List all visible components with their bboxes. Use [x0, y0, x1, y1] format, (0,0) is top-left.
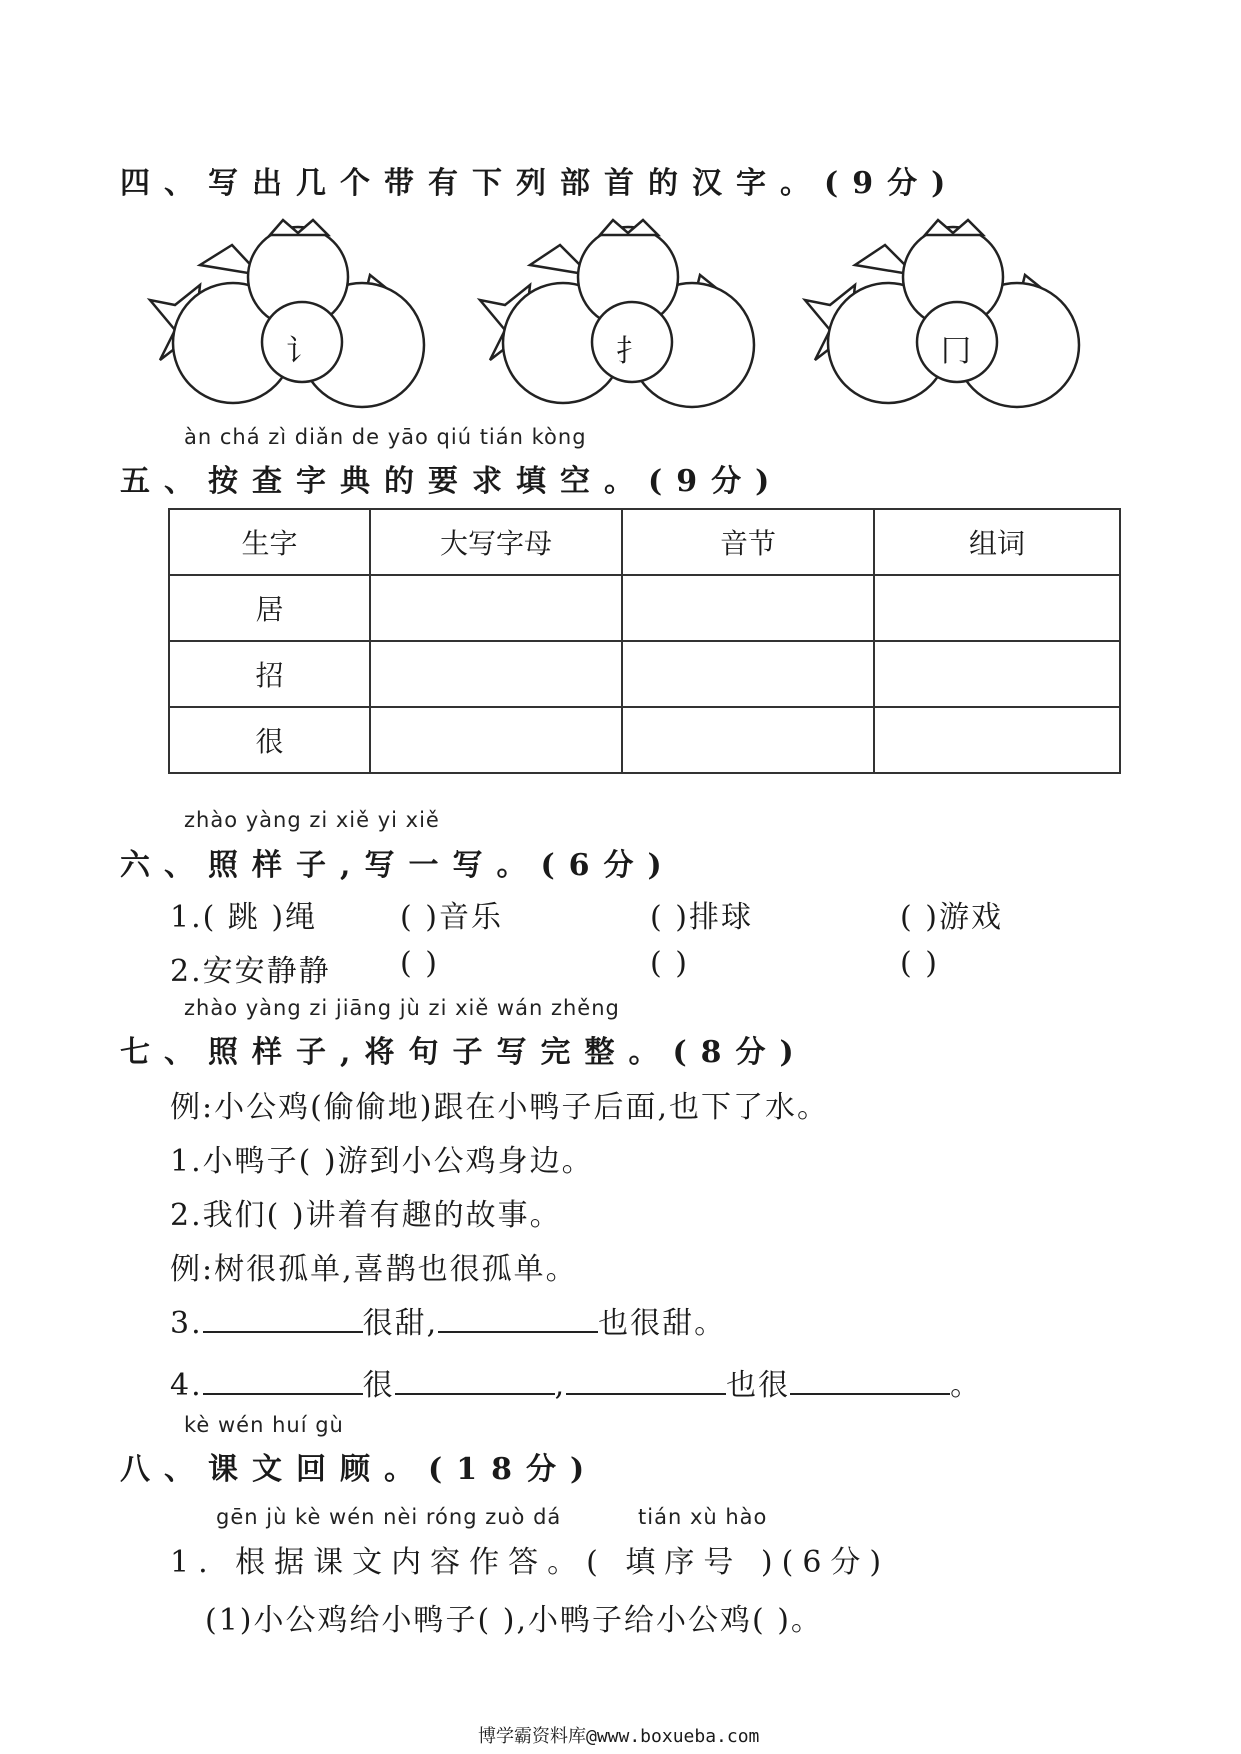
- radical-flower-1: [150, 220, 424, 407]
- answer-cell[interactable]: [370, 641, 622, 707]
- section6-line1-c[interactable]: ( )排球: [650, 900, 753, 935]
- section5-pinyin: àn chá zì diǎn de yāo qiú tián kòng: [184, 425, 587, 449]
- char-cell: 招: [169, 641, 370, 707]
- footer-watermark: 博学霸资料库@www.boxueba.com: [478, 1726, 760, 1747]
- header-cell: 组词: [874, 509, 1120, 575]
- section8-q1-1[interactable]: (1)小公鸡给小鸭子( ),小鸭子给小公鸡( )。: [205, 1603, 823, 1638]
- item4-blank-1[interactable]: [203, 1367, 363, 1395]
- section6-line2-d[interactable]: ( ): [900, 946, 939, 981]
- section8-pinyin: kè wén huí gù: [184, 1413, 344, 1437]
- item4-part4: 。: [950, 1368, 983, 1403]
- answer-cell[interactable]: [622, 641, 874, 707]
- section6-pinyin: zhào yàng zi xiě yi xiě: [184, 808, 440, 832]
- item3-blank-1[interactable]: [203, 1305, 363, 1333]
- answer-cell[interactable]: [622, 707, 874, 773]
- item4-blank-2[interactable]: [395, 1367, 555, 1395]
- item4-number: 4.: [170, 1368, 203, 1403]
- header-cell: 音节: [622, 509, 874, 575]
- radical-1: 讠: [286, 334, 316, 369]
- section6-line1-d[interactable]: ( )游戏: [900, 900, 1003, 935]
- answer-cell[interactable]: [622, 575, 874, 641]
- section4-title: 四、写出几个带有下列部首的汉字。(9分): [120, 166, 960, 201]
- section8-title: 八、课文回顾。(18分): [120, 1452, 599, 1487]
- radical-flower-2: [480, 220, 754, 407]
- section7-item4: [170, 1360, 982, 1404]
- section5-title: 五、按查字典的要求填空。(9分): [120, 464, 784, 499]
- item3-number: 3.: [170, 1306, 203, 1341]
- answer-cell[interactable]: [874, 575, 1120, 641]
- answer-cell[interactable]: [370, 575, 622, 641]
- dictionary-table: [168, 508, 1121, 774]
- item3-end: 也很甜。: [598, 1306, 727, 1341]
- header-cell: 生字: [169, 509, 370, 575]
- section8-q1-pinyin: gēn jù kè wén nèi róng zuò dá tián xù hào: [216, 1505, 768, 1529]
- answer-cell[interactable]: [874, 641, 1120, 707]
- section6-line2-b[interactable]: ( ): [400, 946, 439, 981]
- item4-blank-3[interactable]: [566, 1367, 726, 1395]
- section7-example2: 例:树很孤单,喜鹊也很孤单。: [170, 1252, 578, 1287]
- item3-blank-2[interactable]: [438, 1305, 598, 1333]
- section8-q1: 1. 根据课文内容作答。( 填序号 )(6分): [170, 1545, 891, 1580]
- section6-line1-a: 1.( 跳 )绳: [170, 900, 318, 935]
- section7-pinyin: zhào yàng zi jiāng jù zi xiě wán zhěng: [184, 996, 620, 1020]
- section7-title: 七、照样子,将句子写完整。(8分): [120, 1035, 808, 1070]
- item4-part2: ,: [554, 1368, 567, 1403]
- radical-flower-diagram: [0, 215, 1241, 435]
- item4-part3: 也很: [726, 1368, 791, 1403]
- radical-2: 扌: [616, 334, 646, 369]
- table-row: [169, 641, 1120, 707]
- answer-cell[interactable]: [874, 707, 1120, 773]
- item3-middle: 很甜,: [362, 1306, 439, 1341]
- section7-item1[interactable]: 1.小鸭子( )游到小公鸡身边。: [170, 1144, 594, 1179]
- table-row: [169, 707, 1120, 773]
- header-cell: 大写字母: [370, 509, 622, 575]
- section6-line2-c[interactable]: ( ): [650, 946, 689, 981]
- answer-cell[interactable]: [370, 707, 622, 773]
- section7-item3: [170, 1298, 726, 1342]
- section7-item2[interactable]: 2.我们( )讲着有趣的故事。: [170, 1198, 562, 1233]
- item4-part1: 很: [362, 1368, 395, 1403]
- item4-blank-4[interactable]: [790, 1367, 950, 1395]
- char-cell: 居: [169, 575, 370, 641]
- section6-line2-a: 2.安安静静: [170, 954, 331, 989]
- radical-3: 冂: [941, 334, 971, 369]
- table-row: [169, 575, 1120, 641]
- char-cell: 很: [169, 707, 370, 773]
- section6-title: 六、照样子,写一写。(6分): [120, 848, 676, 883]
- section7-example1: 例:小公鸡(偷偷地)跟在小鸭子后面,也下了水。: [170, 1090, 830, 1125]
- radical-flower-3: [805, 220, 1079, 407]
- section6-line1-b[interactable]: ( )音乐: [400, 900, 503, 935]
- table-header-row: [169, 509, 1120, 575]
